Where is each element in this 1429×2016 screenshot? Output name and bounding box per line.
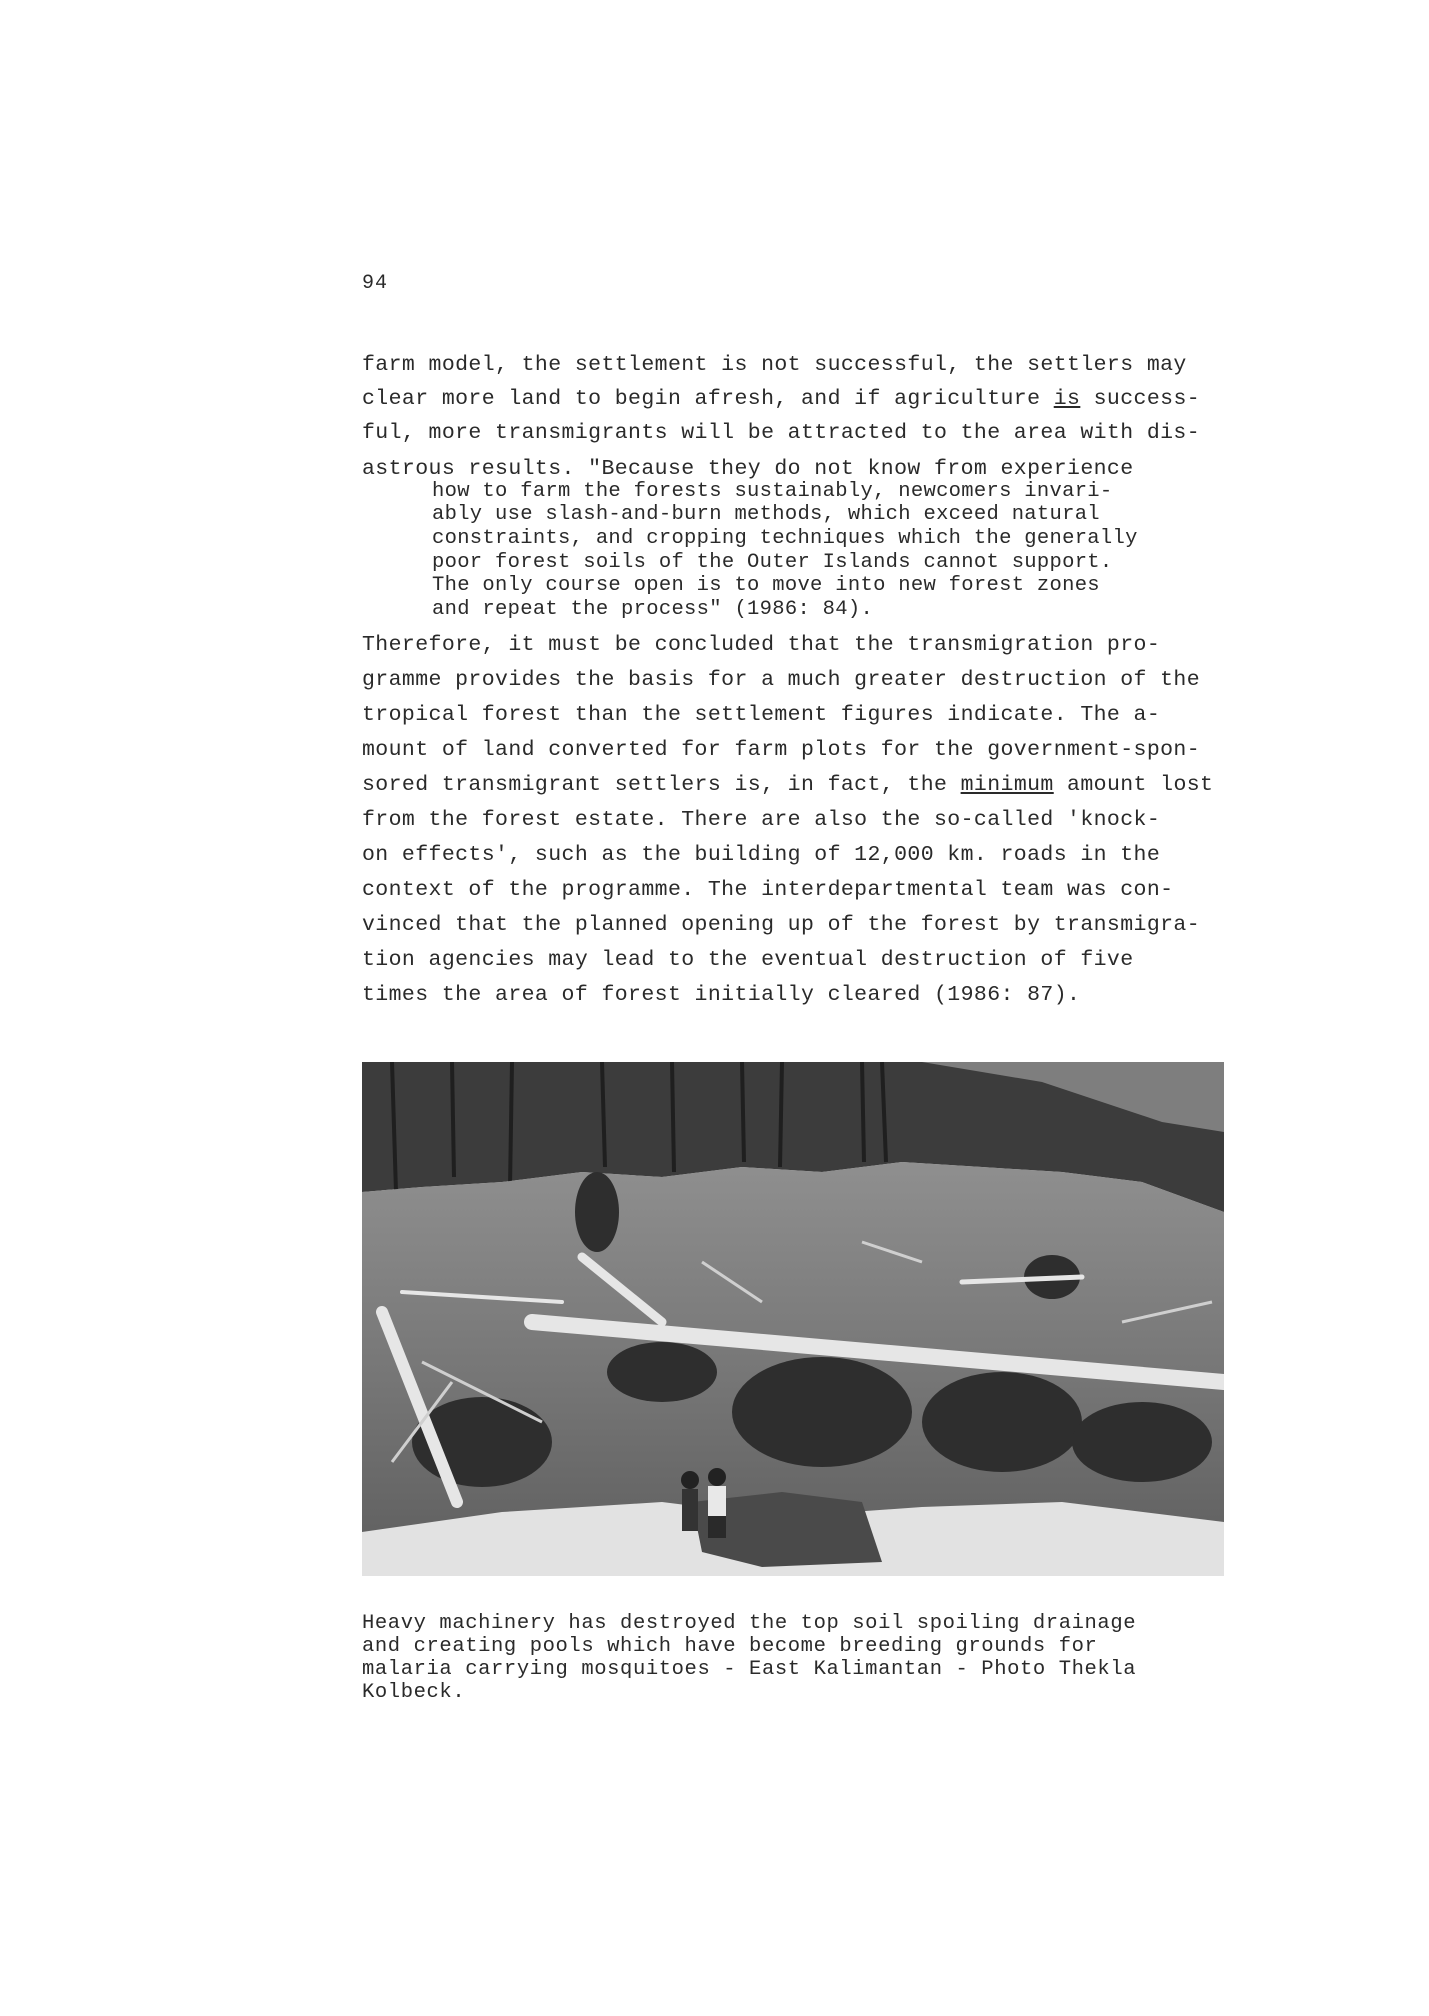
photo-illustration [362, 1062, 1224, 1576]
body-line: vinced that the planned opening up of the forest by transmigra- [362, 913, 1201, 937]
body-line: from the forest estate. There are also the so-called 'knock- [362, 808, 1161, 832]
body-line: on effects', such as the building of 12,000 km. roads in the [362, 843, 1161, 867]
page-number: 94 [362, 272, 389, 295]
body-line-text: amount lost [1053, 773, 1214, 797]
body-line: mount of land converted for farm plots for the government-spon- [362, 738, 1201, 762]
quote-line: poor forest soils of the Outer Islands cannot support. [432, 551, 1113, 574]
body-line [362, 387, 1200, 411]
body-line-text: success- [1080, 387, 1201, 411]
body-line: gramme provides the basis for a much greater destruction of the [362, 668, 1201, 692]
quote-line: and repeat the process" (1986: 84). [432, 598, 874, 621]
quote-line: The only course open is to move into new forest zones [432, 574, 1100, 597]
body-line: ful, more transmigrants will be attracted to the area with dis- [362, 421, 1201, 445]
body-line-text: sored transmigrant settlers is, in fact, the [362, 773, 961, 797]
underlined-word: minimum [960, 773, 1054, 797]
photo-caption-line: malaria carrying mosquitoes - East Kalimantan - Photo Thekla [362, 1658, 1137, 1681]
underlined-word: is [1053, 387, 1081, 411]
quote-line: ably use slash-and-burn methods, which exceed natural [432, 503, 1100, 526]
cleared-forest-photo [362, 1062, 1224, 1576]
photo-caption-line: Kolbeck. [362, 1681, 466, 1704]
body-line: tropical forest than the settlement figures indicate. The a- [362, 703, 1161, 727]
quote-line: how to farm the forests sustainably, newcomers invari- [432, 480, 1113, 503]
body-line-text: clear more land to begin afresh, and if agriculture [362, 387, 1054, 411]
body-line: farm model, the settlement is not successful, the settlers may [362, 353, 1187, 377]
body-line: times the area of forest initially cleared (1986: 87). [362, 983, 1081, 1007]
body-line: Therefore, it must be concluded that the transmigration pro- [362, 633, 1161, 657]
body-line [362, 773, 1213, 797]
photo-caption-line: and creating pools which have become breeding grounds for [362, 1635, 1098, 1658]
body-line: astrous results. "Because they do not know from experience [362, 457, 1134, 481]
quote-line: constraints, and cropping techniques which the generally [432, 527, 1138, 550]
body-line: tion agencies may lead to the eventual destruction of five [362, 948, 1134, 972]
body-line: context of the programme. The interdepartmental team was con- [362, 878, 1174, 902]
photo-caption-line: Heavy machinery has destroyed the top soil spoiling drainage [362, 1612, 1137, 1635]
